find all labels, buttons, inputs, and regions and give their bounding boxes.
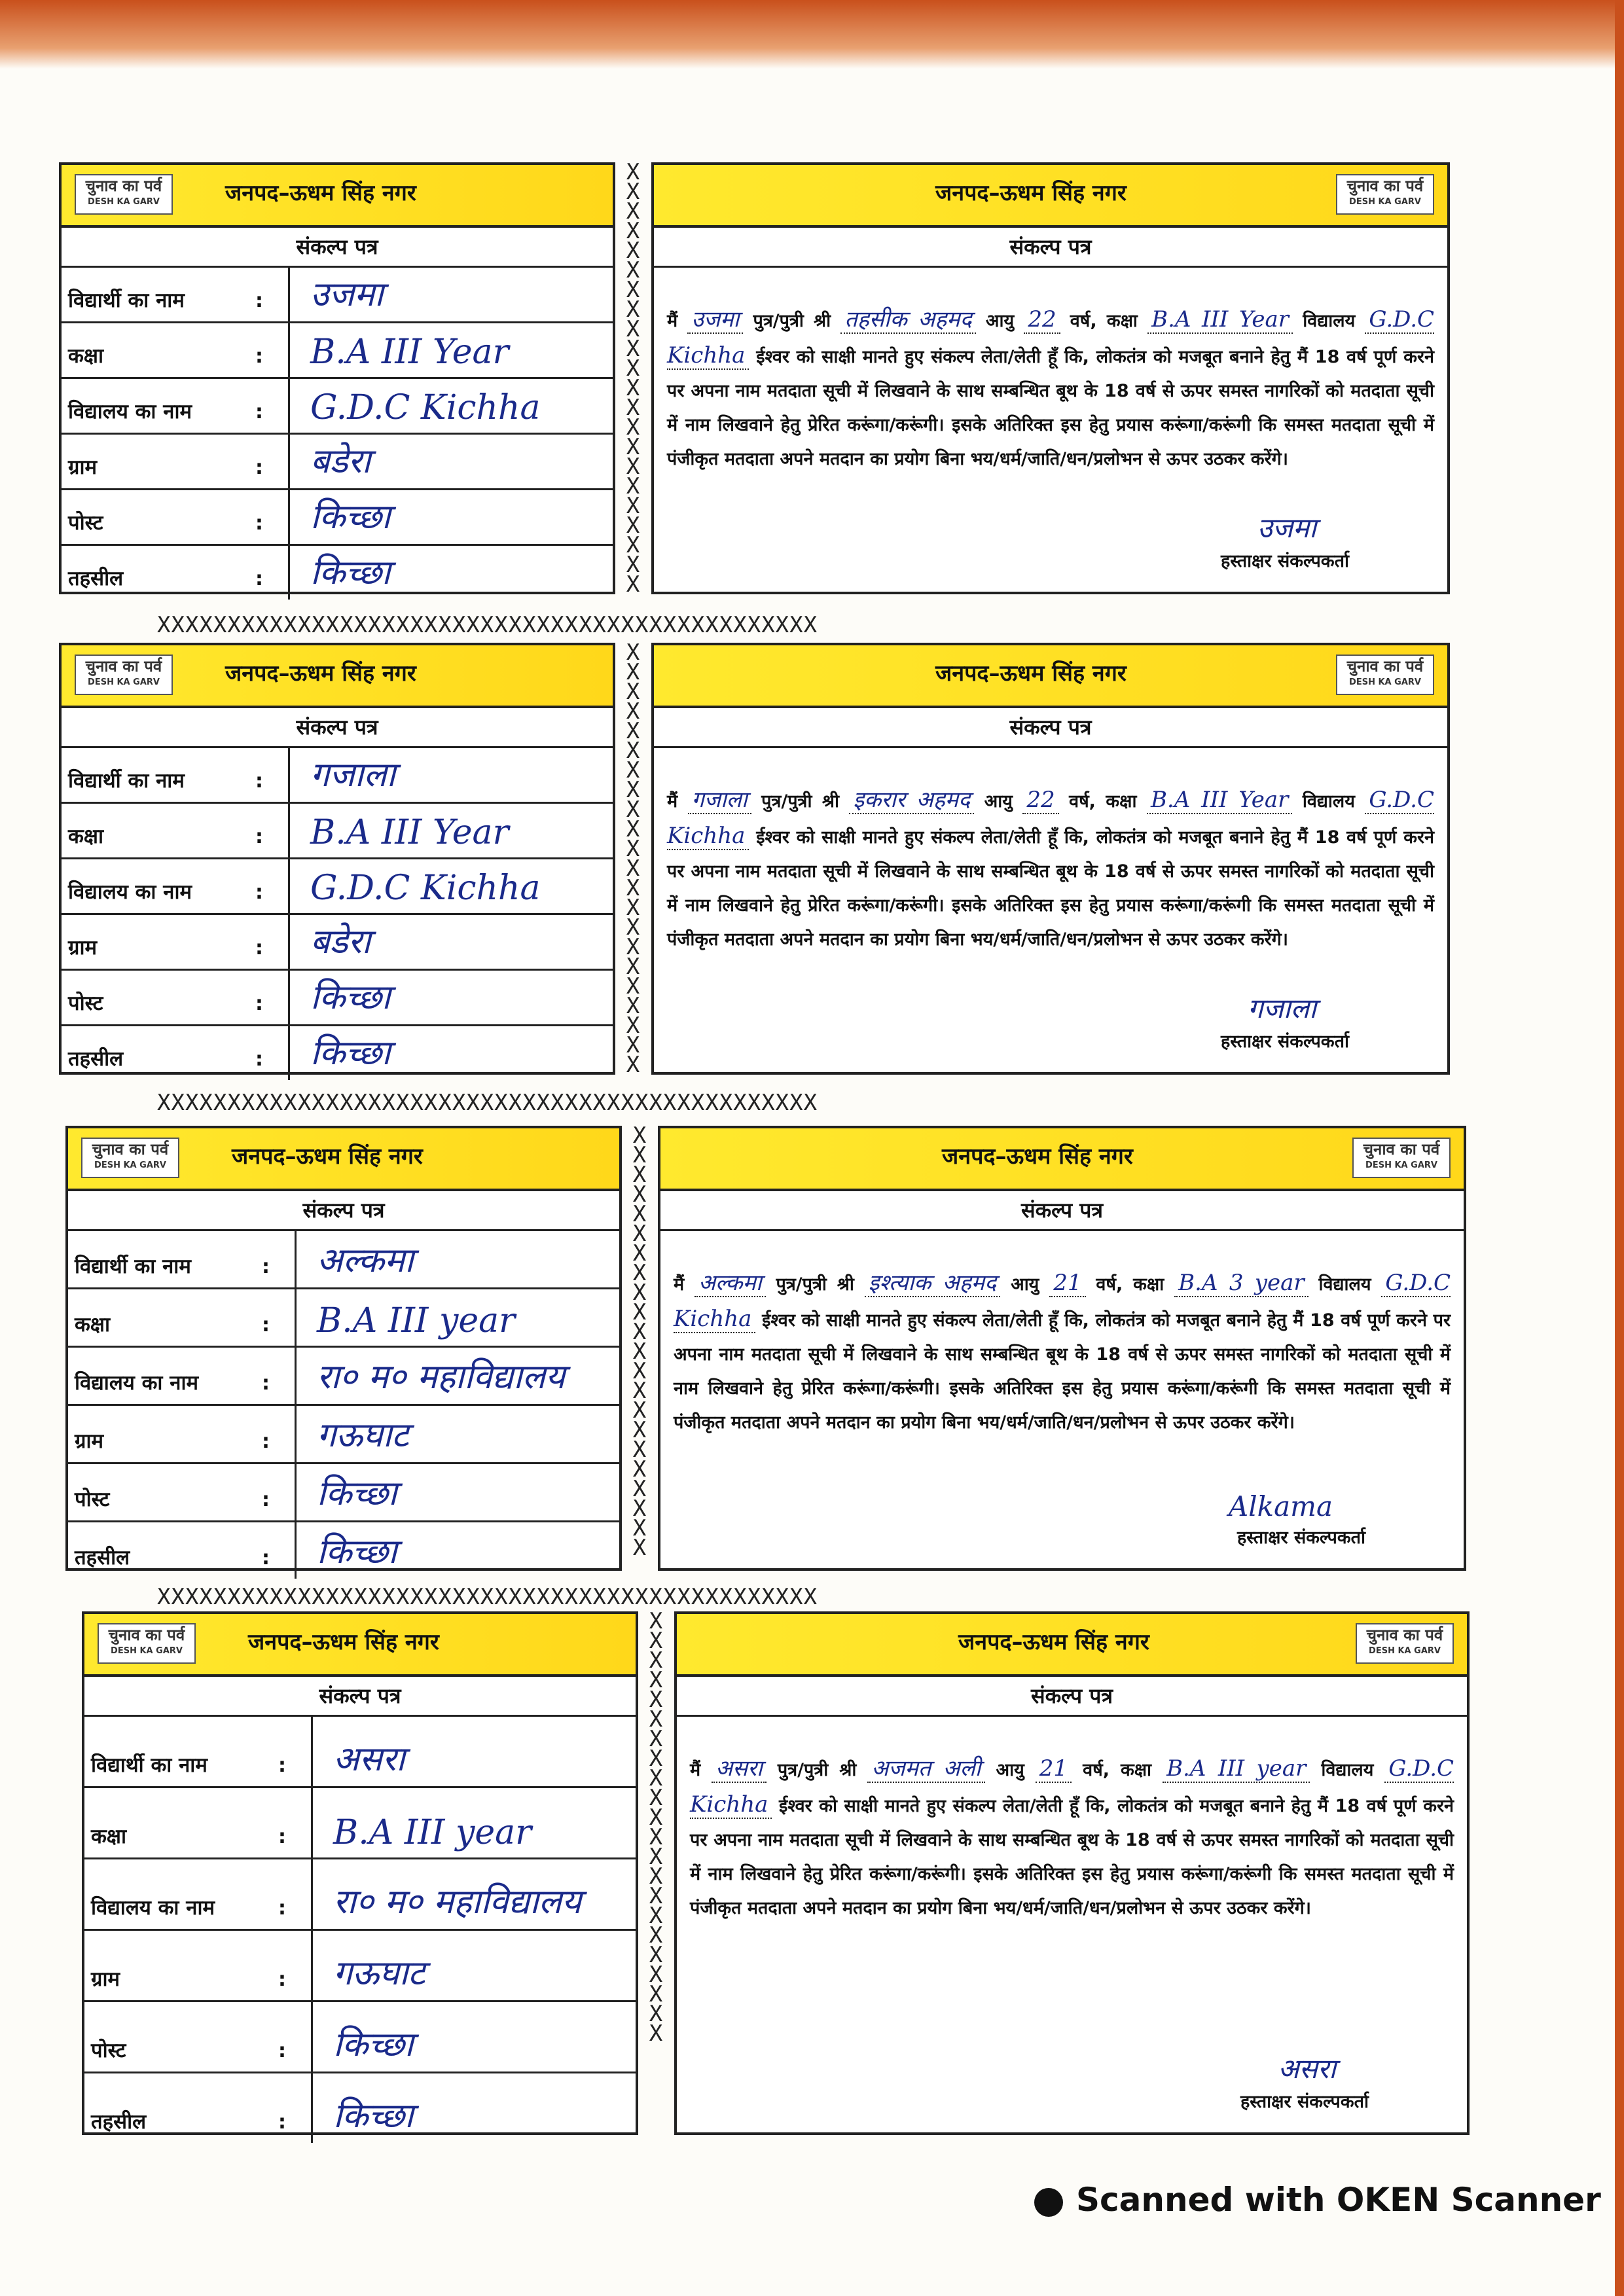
pledge-statement-form — [674, 1611, 1470, 2135]
field-value-class: B.A III year — [333, 1813, 532, 1852]
district-header — [654, 165, 1447, 228]
detail-row-post — [84, 2002, 636, 2073]
colon: : — [278, 2039, 286, 2062]
election-logo: चुनाव का पर्व DESH KA GARV — [98, 1623, 196, 1664]
field-value-village: गऊघाट — [317, 1416, 409, 1455]
pledge-class: B.A III year — [1163, 1755, 1310, 1783]
field-label: ग्राम — [68, 936, 98, 960]
pledge-father-name: तहसीक अहमद — [840, 306, 975, 334]
detail-row-tehsil — [62, 1026, 613, 1080]
field-label: विद्यार्थी का नाम — [91, 1753, 208, 1777]
field-label: तहसील — [68, 567, 124, 590]
signature-label: हस्ताक्षर संकल्पकर्ता — [1240, 2092, 1369, 2112]
colon: : — [255, 345, 263, 368]
pledge-name: असरा — [712, 1755, 767, 1783]
field-value-post: किच्छा — [333, 2025, 414, 2064]
pledge-class: B.A III Year — [1147, 787, 1293, 814]
field-label: विद्यालय का नाम — [75, 1371, 199, 1395]
form-title: संकल्प पत्र — [660, 1191, 1464, 1231]
cut-line-vertical: X X X X X X X X X X X X X X X X X X X X X X — [632, 1126, 647, 1561]
district-title: जनपद–ऊधम सिंह नगर — [225, 180, 416, 206]
election-logo: चुनाव का पर्व DESH KA GARV — [75, 174, 173, 215]
form-title: संकल्प पत्र — [62, 708, 613, 748]
divider — [311, 2002, 313, 2072]
detail-row-tehsil — [68, 1522, 619, 1579]
field-label: तहसील — [75, 1546, 130, 1570]
district-header — [62, 645, 613, 708]
detail-row-class — [84, 1788, 636, 1859]
pledge-age: 21 — [1036, 1755, 1072, 1783]
detail-row-school — [62, 859, 613, 915]
election-logo: चुनाव का पर्व DESH KA GARV — [1356, 1623, 1454, 1664]
divider — [295, 1522, 297, 1579]
detail-row-name — [62, 268, 613, 323]
detail-rows — [84, 1717, 636, 2143]
field-value-class: B.A III Year — [310, 332, 509, 372]
field-value-post: किच्छा — [317, 1474, 397, 1513]
divider — [288, 748, 290, 802]
pledge-text: मैं अल्कमा पुत्र/पुत्री श्री इश्त्याक अहमद आयु 21 वर्ष, कक्षा B.A 3 year विद्यालय G.D.C Kichha ईश्वर को साक्षी मानते हुए संकल्प लेता/लेती हूँ कि, लोकतंत्र को मजबूत बनाने हेतु मैं 18 वर्ष पूर्ण करने पर अपना नाम मतदाता सूची में लिखवाने के साथ सम्बन्धित बूथ के 18 वर्ष से ऊपर समस्त नागरिकों को मतदाता सूची में नाम लिखवाने हेतु प्रेरित करूंगा/करूंगी। इसके अतिरिक्त इस हेतु प्रयास करूंगा/करूंगी कि समस्त मतदाता सूची में पंजीकृत मतदाता अपने मतदान का प्रयोग बिना भय/धर्म/जाति/धन/प्रलोभन से ऊपर उठकर करेंगे। — [674, 1270, 1451, 1433]
scanner-footer: Scanned with OKEN Scanner — [1034, 2181, 1601, 2219]
field-value-class: B.A III year — [317, 1301, 515, 1340]
pledge-school: G.D.C Kichha — [667, 787, 1434, 849]
field-value-school: रा० म० महाविद्यालय — [333, 1882, 582, 1922]
pledge-school: G.D.C Kichha — [667, 306, 1435, 368]
divider — [288, 435, 290, 488]
divider — [295, 1348, 297, 1404]
field-label: विद्यार्थी का नाम — [68, 769, 185, 793]
pledge-text: मैं असरा पुत्र/पुत्री श्री अजमत अली आयु 21 वर्ष, कक्षा B.A III year विद्यालय G.D.C Kichha ईश्वर को साक्षी मानते हुए संकल्प लेता/लेती हूँ कि, लोकतंत्र को मजबूत बनाने हेतु मैं 18 वर्ष पूर्ण करने पर अपना नाम मतदाता सूची में लिखवाने के साथ सम्बन्धित बूथ के 18 वर्ष से ऊपर समस्त नागरिकों को मतदाता सूची में नाम लिखवाने हेतु प्रेरित करूंगा/करूंगी। इसके अतिरिक्त इस हेतु प्रयास करूंगा/करूंगी कि समस्त मतदाता सूची में पंजीकृत मतदाता अपने मतदान का प्रयोग बिना भय/धर्म/जाति/धन/प्रलोभन से ऊपर उठकर करेंगे। — [690, 1755, 1454, 1918]
election-logo: चुनाव का पर्व DESH KA GARV — [1336, 655, 1434, 695]
field-label: तहसील — [91, 2110, 147, 2134]
detail-row-tehsil — [62, 546, 613, 600]
field-label: ग्राम — [75, 1429, 104, 1453]
colon: : — [255, 937, 263, 960]
colon: : — [255, 881, 263, 904]
field-value-tehsil: किच्छा — [310, 1033, 391, 1073]
district-header — [660, 1128, 1464, 1191]
district-title: जनपद–ऊधम सिंह नगर — [935, 660, 1127, 687]
divider — [311, 1931, 313, 2000]
field-label: पोस्ट — [91, 2039, 126, 2062]
detail-row-school — [62, 379, 613, 435]
pledge-statement-form — [658, 1126, 1466, 1571]
election-logo: चुनाव का पर्व DESH KA GARV — [81, 1138, 179, 1178]
field-value-post: किच्छा — [310, 497, 391, 537]
signature: असरा — [1278, 2053, 1336, 2085]
signature: उजमा — [1257, 512, 1316, 544]
pledge-class: B.A III Year — [1147, 306, 1293, 334]
divider — [288, 379, 290, 433]
field-label: विद्यालय का नाम — [91, 1896, 215, 1920]
field-value-name: उजमा — [310, 275, 384, 314]
detail-row-name — [68, 1231, 619, 1289]
field-label: तहसील — [68, 1047, 124, 1071]
field-value-school: G.D.C Kichha — [310, 869, 541, 908]
colon: : — [255, 567, 263, 590]
detail-row-post — [68, 1464, 619, 1522]
pledge-form-block — [65, 1126, 1466, 1571]
pledge-form-block — [59, 643, 1450, 1075]
district-title: जनपद–ऊधम सिंह नगर — [225, 660, 416, 687]
student-details-form — [59, 162, 615, 594]
detail-rows — [62, 268, 613, 600]
field-value-village: बडेरा — [310, 442, 371, 481]
district-title: जनपद–ऊधम सिंह नगर — [942, 1143, 1133, 1170]
colon: : — [262, 1314, 270, 1336]
pledge-class: B.A 3 year — [1174, 1270, 1308, 1297]
field-value-name: असरा — [333, 1740, 405, 1779]
pledge-statement-form — [651, 162, 1450, 594]
divider — [295, 1289, 297, 1346]
field-label: कक्षा — [68, 825, 104, 848]
form-title: संकल्प पत्र — [84, 1677, 636, 1717]
district-header — [68, 1128, 619, 1191]
divider — [288, 859, 290, 913]
field-value-school: G.D.C Kichha — [310, 388, 541, 427]
district-header — [62, 165, 613, 228]
field-label: विद्यालय का नाम — [68, 400, 192, 423]
cut-line-horizontal: XXXXXXXXXXXXXXXXXXXXXXXXXXXXXXXXXXXXXXXXXXXXXXX — [157, 612, 818, 638]
detail-row-post — [62, 971, 613, 1026]
student-details-form — [82, 1611, 638, 2135]
form-title: संकल्प पत्र — [677, 1677, 1467, 1717]
pledge-father-name: इश्त्याक अहमद — [865, 1270, 1000, 1297]
divider — [288, 1026, 290, 1080]
cut-line-vertical: X X X X X X X X X X X X X X X X X X X X X X — [626, 643, 640, 1075]
student-details-form — [65, 1126, 622, 1571]
scan-right-shadow — [1615, 0, 1624, 2296]
election-logo: चुनाव का पर्व DESH KA GARV — [1336, 174, 1434, 215]
divider — [288, 323, 290, 377]
detail-row-name — [84, 1717, 636, 1788]
colon: : — [255, 1048, 263, 1071]
pledge-text: मैं उजमा पुत्र/पुत्री श्री तहसीक अहमद आयु 22 वर्ष, कक्षा B.A III Year विद्यालय G.D.C Kichha ईश्वर को साक्षी मानते हुए संकल्प लेता/लेती हूँ कि, लोकतंत्र को मजबूत बनाने हेतु मैं 18 वर्ष पूर्ण करने पर अपना नाम मतदाता सूची में लिखवाने के साथ सम्बन्धित बूथ के 18 वर्ष से ऊपर समस्त नागरिकों को मतदाता सूची में नाम लिखवाने हेतु प्रेरित करूंगा/करूंगी। इसके अतिरिक्त इस हेतु प्रयास करूंगा/करूंगी कि समस्त मतदाता सूची में पंजीकृत मतदाता अपने मतदान का प्रयोग बिना भय/धर्म/जाति/धन/प्रलोभन से ऊपर उठकर करेंगे। — [667, 306, 1435, 469]
field-label: कक्षा — [68, 344, 104, 368]
colon: : — [262, 1430, 270, 1453]
pledge-form-block — [82, 1611, 1470, 2135]
colon: : — [262, 1547, 270, 1570]
field-label: पोस्ट — [68, 992, 103, 1015]
field-value-post: किच्छा — [310, 978, 391, 1017]
detail-row-post — [62, 490, 613, 546]
detail-rows — [68, 1231, 619, 1579]
divider — [288, 915, 290, 969]
divider — [295, 1231, 297, 1287]
signature-label: हस्ताक्षर संकल्पकर्ता — [1236, 1528, 1365, 1548]
district-title: जनपद–ऊधम सिंह नगर — [958, 1629, 1149, 1655]
field-value-name: गजाला — [310, 755, 396, 795]
pledge-age: 21 — [1049, 1270, 1085, 1297]
divider — [311, 1788, 313, 1857]
field-value-village: गऊघाट — [333, 1954, 425, 1993]
form-title: संकल्प पत्र — [654, 228, 1447, 268]
pledge-name: गजाला — [688, 787, 751, 814]
detail-rows — [62, 748, 613, 1080]
pledge-text: मैं गजाला पुत्र/पुत्री श्री इकरार अहमद आयु 22 वर्ष, कक्षा B.A III Year विद्यालय G.D.C Kichha ईश्वर को साक्षी मानते हुए संकल्प लेता/लेती हूँ कि, लोकतंत्र को मजबूत बनाने हेतु मैं 18 वर्ष पूर्ण करने पर अपना नाम मतदाता सूची में लिखवाने के साथ सम्बन्धित बूथ के 18 वर्ष से ऊपर समस्त नागरिकों को मतदाता सूची में नाम लिखवाने हेतु प्रेरित करूंगा/करूंगी। इसके अतिरिक्त इस हेतु प्रयास करूंगा/करूंगी कि समस्त मतदाता सूची में पंजीकृत मतदाता अपने मतदान का प्रयोग बिना भय/धर्म/जाति/धन/प्रलोभन से ऊपर उठकर करेंगे। — [667, 787, 1434, 950]
detail-row-village — [84, 1931, 636, 2002]
divider — [288, 490, 290, 544]
detail-row-class — [62, 804, 613, 859]
pledge-form-block — [59, 162, 1450, 594]
field-label: पोस्ट — [68, 511, 103, 535]
divider — [288, 268, 290, 321]
detail-row-school — [68, 1348, 619, 1406]
detail-row-tehsil — [84, 2073, 636, 2143]
pledge-name: अल्कमा — [695, 1270, 766, 1297]
divider — [311, 1717, 313, 1786]
field-value-village: बडेरा — [310, 922, 371, 961]
signature: Alkama — [1228, 1490, 1333, 1522]
colon: : — [255, 512, 263, 535]
cut-line-horizontal: XXXXXXXXXXXXXXXXXXXXXXXXXXXXXXXXXXXXXXXXXXXXXXX — [157, 1584, 818, 1610]
field-value-tehsil: किच्छा — [317, 1532, 397, 1571]
pledge-age: 22 — [1022, 787, 1058, 814]
district-title: जनपद–ऊधम सिंह नगर — [935, 180, 1127, 206]
colon: : — [255, 770, 263, 793]
pledge-name: उजमा — [687, 306, 743, 334]
detail-row-class — [62, 323, 613, 379]
field-value-class: B.A III Year — [310, 813, 509, 852]
colon: : — [262, 1488, 270, 1511]
field-value-tehsil: किच्छा — [333, 2096, 414, 2136]
student-details-form — [59, 643, 615, 1075]
district-header — [654, 645, 1447, 708]
colon: : — [278, 1968, 286, 1991]
district-title: जनपद–ऊधम सिंह नगर — [248, 1629, 439, 1655]
detail-row-school — [84, 1859, 636, 1931]
field-value-school: रा० म० महाविद्यालय — [317, 1357, 566, 1397]
detail-row-class — [68, 1289, 619, 1348]
divider — [288, 804, 290, 857]
pledge-school: G.D.C Kichha — [674, 1270, 1451, 1332]
form-title: संकल्प पत्र — [68, 1191, 619, 1231]
pledge-school: G.D.C Kichha — [690, 1755, 1454, 1818]
divider — [295, 1406, 297, 1462]
cut-line-vertical: X X X X X X X X X X X X X X X X X X X X X X — [626, 162, 640, 594]
detail-row-village — [62, 915, 613, 971]
field-label: विद्यार्थी का नाम — [75, 1255, 191, 1278]
pledge-age: 22 — [1024, 306, 1060, 334]
field-label: ग्राम — [68, 456, 98, 479]
cut-line-vertical: X X X X X X X X X X X X X X X X X X X X X X — [649, 1611, 663, 2047]
colon: : — [262, 1255, 270, 1278]
election-logo: चुनाव का पर्व DESH KA GARV — [75, 655, 173, 695]
divider — [311, 2073, 313, 2143]
colon: : — [255, 401, 263, 423]
field-label: विद्यार्थी का नाम — [68, 289, 185, 312]
field-value-name: अल्कमा — [317, 1241, 414, 1280]
district-title: जनपद–ऊधम सिंह नगर — [232, 1143, 423, 1170]
signature-label: हस्ताक्षर संकल्पकर्ता — [1220, 551, 1349, 571]
colon: : — [262, 1372, 270, 1395]
field-label: ग्राम — [91, 1967, 120, 1991]
field-label: विद्यालय का नाम — [68, 880, 192, 904]
signature-label: हस्ताक्षर संकल्पकर्ता — [1220, 1031, 1349, 1052]
detail-row-name — [62, 748, 613, 804]
field-label: कक्षा — [75, 1313, 111, 1336]
form-title: संकल्प पत्र — [654, 708, 1447, 748]
divider — [295, 1464, 297, 1520]
colon: : — [278, 2111, 286, 2134]
cut-line-horizontal: XXXXXXXXXXXXXXXXXXXXXXXXXXXXXXXXXXXXXXXXXXXXXXX — [157, 1090, 818, 1116]
divider — [311, 1859, 313, 1929]
detail-row-village — [62, 435, 613, 490]
scan-top-shadow — [0, 0, 1624, 69]
detail-row-village — [68, 1406, 619, 1464]
pledge-statement-form — [651, 643, 1450, 1075]
district-header — [84, 1614, 636, 1677]
pledge-father-name: इकरार अहमद — [849, 787, 974, 814]
divider — [288, 546, 290, 600]
colon: : — [278, 1825, 286, 1848]
colon: : — [255, 825, 263, 848]
field-label: कक्षा — [91, 1825, 127, 1848]
colon: : — [255, 992, 263, 1015]
scanner-logo-icon — [1034, 2188, 1063, 2217]
district-header — [677, 1614, 1467, 1677]
election-logo: चुनाव का पर्व DESH KA GARV — [1352, 1138, 1451, 1178]
divider — [288, 971, 290, 1024]
colon: : — [255, 289, 263, 312]
colon: : — [278, 1897, 286, 1920]
pledge-father-name: अजमत अली — [867, 1755, 984, 1783]
colon: : — [278, 1754, 286, 1777]
field-label: पोस्ट — [75, 1488, 110, 1511]
signature: गजाला — [1247, 992, 1316, 1024]
form-title: संकल्प पत्र — [62, 228, 613, 268]
field-value-tehsil: किच्छा — [310, 553, 391, 592]
colon: : — [255, 456, 263, 479]
